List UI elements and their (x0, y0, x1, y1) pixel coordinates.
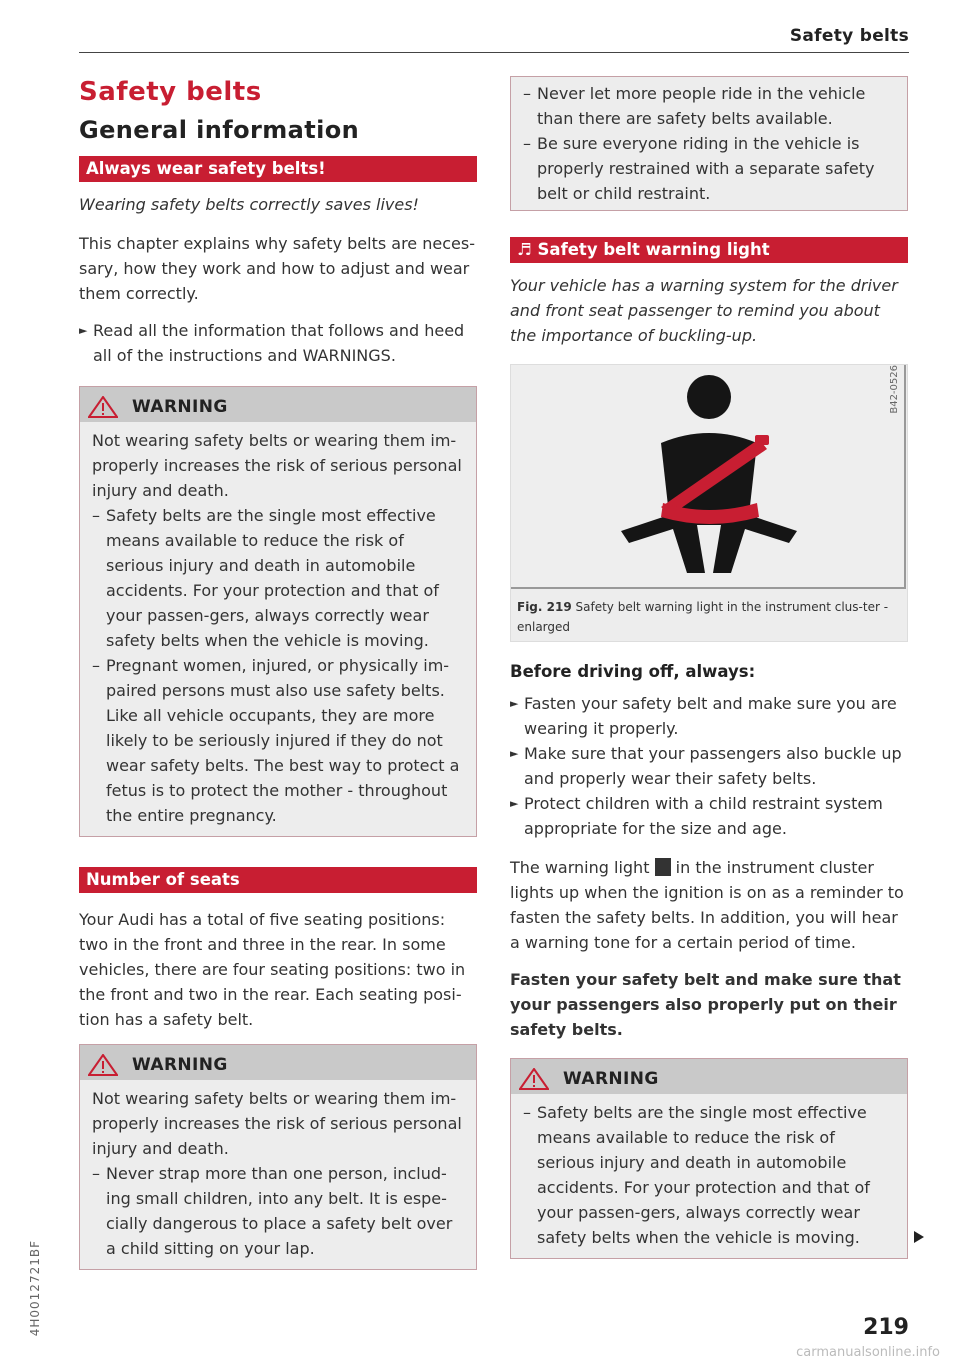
subsection-heading-always-wear: Always wear safety belts! (79, 156, 477, 182)
header-rule (79, 52, 909, 53)
instruction-item: ► Fasten your safety belt and make sure you are wearing it properly. (510, 691, 908, 741)
left-column (79, 76, 477, 1270)
bold-instruction: Fasten your safety belt and make sure that your passengers also properly put on their safety belts. (510, 970, 901, 1039)
warning-box (79, 386, 477, 837)
warning-header: WARNING (80, 387, 476, 422)
warning-triangle-icon (519, 1068, 549, 1090)
body-paragraph: This chapter explains why safety belts are neces-sary, how they work and how to adjust and wear them correctly. (79, 234, 475, 303)
body-paragraph: The warning light in the instrument cluster lights up when the ignition is on as a reminder to fasten the safety belts. In addition, you will hear a warning tone for a certain period of time. (510, 858, 904, 952)
warning-triangle-icon (88, 1054, 118, 1076)
intro-italic: Your vehicle has a warning system for the driver and front seat passenger to remind you about the importance of buckling-up. (510, 276, 898, 345)
seatbelt-warning-light-icon (655, 858, 671, 876)
warning-box (510, 1058, 908, 1259)
arrow-bullet-icon: ► (510, 697, 519, 710)
arrow-bullet-icon: ► (510, 747, 519, 760)
watermark: carmanualsonline.info (796, 1345, 940, 1360)
document-code: 4H0012721BF (28, 1240, 42, 1337)
figure-image (511, 365, 906, 589)
figure-219 (510, 364, 908, 642)
arrow-bullet-icon: ► (510, 797, 519, 810)
seatbelt-icon: ♬ (517, 240, 532, 259)
warning-body (80, 1080, 476, 1269)
subsection-heading-warning-light: ♬ Safety belt warning light (510, 237, 908, 263)
warning-box (79, 1044, 477, 1270)
subsection-heading-number-of-seats: Number of seats (79, 867, 477, 893)
intro-italic: Wearing safety belts correctly saves lives! (79, 195, 419, 214)
figure-code: B42-0526 (889, 365, 900, 414)
arrow-bullet-icon: ► (79, 324, 88, 337)
warning-item: – Never let more people ride in the vehicle than there are safety belts available. (523, 84, 866, 128)
page-number: 219 (863, 1315, 909, 1340)
warning-intro: Not wearing safety belts or wearing them im-properly increases the risk of serious personal injury and death. (92, 1089, 462, 1158)
continue-arrow-icon (914, 1231, 924, 1243)
subheading-before-driving: Before driving off, always: (510, 662, 756, 681)
warning-triangle-icon (88, 396, 118, 418)
running-header: Safety belts (789, 26, 909, 46)
section-title: General information (79, 116, 360, 144)
chapter-title: Safety belts (79, 77, 262, 107)
body-paragraph: Your Audi has a total of five seating positions: two in the front and three in the rear. In some vehicles, there are four seating positions: two in the front and two in the rear. Each seating posi-tion has a safety belt. (79, 910, 466, 1029)
instruction-item: ► Read all the information that follows and heed all of the instructions and WARNINGS. (79, 318, 477, 368)
instruction-item: ► Make sure that your passengers also buckle up and properly wear their safety belts. (510, 741, 908, 791)
continued-warning-box (510, 76, 908, 211)
instruction-item: ► Protect children with a child restraint system appropriate for the size and age. (510, 791, 908, 841)
warning-intro: Not wearing safety belts or wearing them im-properly increases the risk of serious personal injury and death. (92, 431, 462, 500)
warning-header: WARNING (511, 1059, 907, 1094)
warning-header: WARNING (80, 1045, 476, 1080)
warning-body (80, 422, 476, 836)
warning-item: – Pregnant women, injured, or physically im-paired persons must also use safety belts. Like all vehicle occupants, they are more likely to be seriously injured if they do not wear safety belts. The best way to protect a fetus is to protect the mother - throughout the entire pregnancy. (92, 656, 460, 825)
figure-caption: Fig. 219 Safety belt warning light in the instrument clus-ter - enlarged (517, 600, 889, 634)
right-column (510, 76, 908, 1259)
warning-item: – Safety belts are the single most effective means available to reduce the risk of serious injury and death in automobile accidents. For your protection and that of your passen-gers, always correctly wear safety belts when the vehicle is moving. (523, 1103, 870, 1247)
warning-body (511, 1094, 907, 1258)
warning-item: – Safety belts are the single most effective means available to reduce the risk of serious injury and death in automobile accidents. For your protection and that of your passen-gers, always correctly wear safety belts when the vehicle is moving. (92, 506, 439, 650)
seatbelt-warning-illustration (511, 365, 907, 587)
warning-item: – Be sure everyone riding in the vehicle is properly restrained with a separate safety belt or child restraint. (523, 134, 875, 203)
warning-item: – Never strap more than one person, includ-ing small children, into any belt. It is espe-cially dangerous to place a safety belt over a child sitting on your lap. (92, 1164, 453, 1258)
